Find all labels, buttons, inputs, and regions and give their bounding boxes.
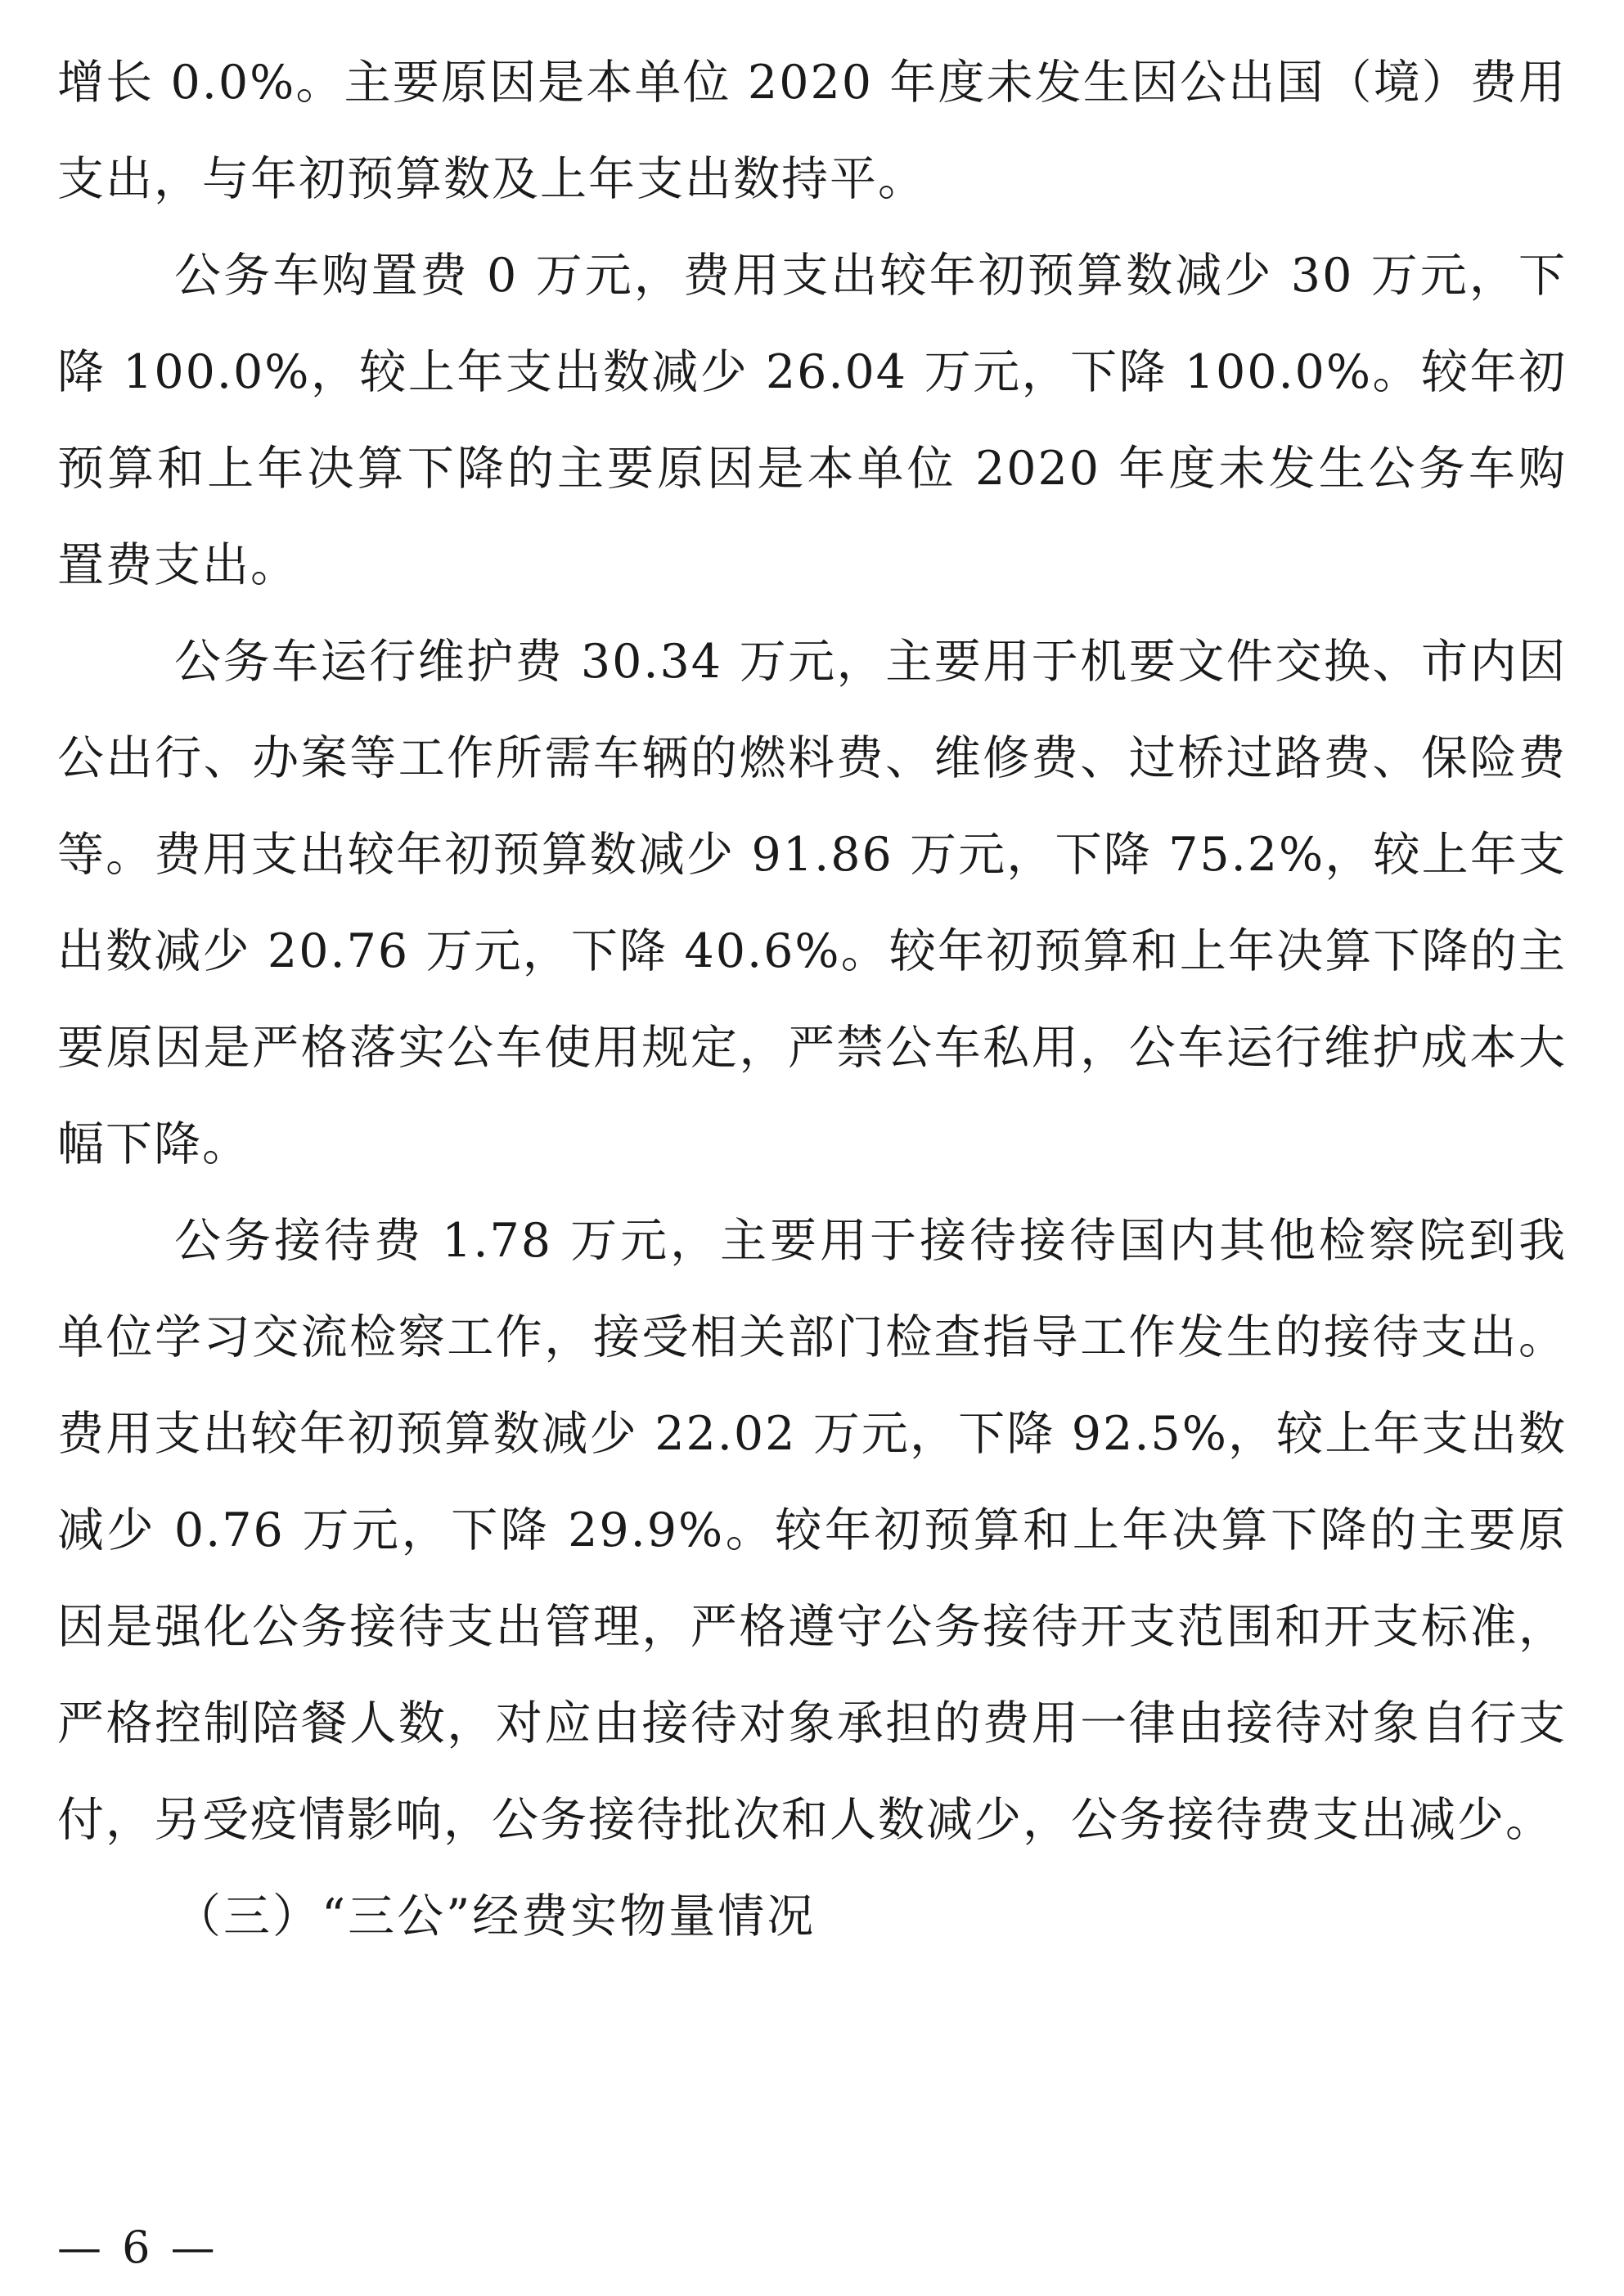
paragraph-continuation: 增长 0.0%。主要原因是本单位 2020 年度未发生因公出国（境）费用支出，与年初预算数及上年支出数持平。 bbox=[57, 56, 1567, 206]
paragraph-vehicle-purchase: 公务车购置费 0 万元，费用支出较年初预算数减少 30 万元，下降 100.0%，较上年支出数减少 26.04 万元，下降 100.0%。较年初预算和上年决算下降的主要原因是本单位 2020 年度未发生公务车购置费支出。 bbox=[57, 249, 1567, 592]
page-number: — 6 — bbox=[57, 2222, 218, 2273]
paragraph-reception: 公务接待费 1.78 万元，主要用于接待接待国内其他检察院到我单位学习交流检察工作，接受相关部门检查指导工作发生的接待支出。费用支出较年初预算数减少 22.02 万元，下降 92.5%，较上年支出数减少 0.76 万元，下降 29.9%。较年初预算和上年决算下降的主要原因是强化公务接待支出管理，严格遵守公务接待开支范围和开支标准，严格控制陪餐人数，对应由接待对象承担的费用一律由接待对象自行支付，另受疫情影响，公务接待批次和人数减少，公务接待费支出减少。 bbox=[57, 1214, 1567, 1847]
section-heading: （三）“三公”经费实物量情况 bbox=[174, 1889, 816, 1943]
paragraph-vehicle-maintenance: 公务车运行维护费 30.34 万元，主要用于机要文件交换、市内因公出行、办案等工作所需车辆的燃料费、维修费、过桥过路费、保险费等。费用支出较年初预算数减少 91.86 万元，下降 75.2%，较上年支出数减少 20.76 万元，下降 40.6%。较年初预算和上年决算下降的主要原因是严格落实公车使用规定，严禁公车私用，公车运行维护成本大幅下降。 bbox=[57, 635, 1567, 1171]
document-body bbox=[57, 34, 1567, 1965]
